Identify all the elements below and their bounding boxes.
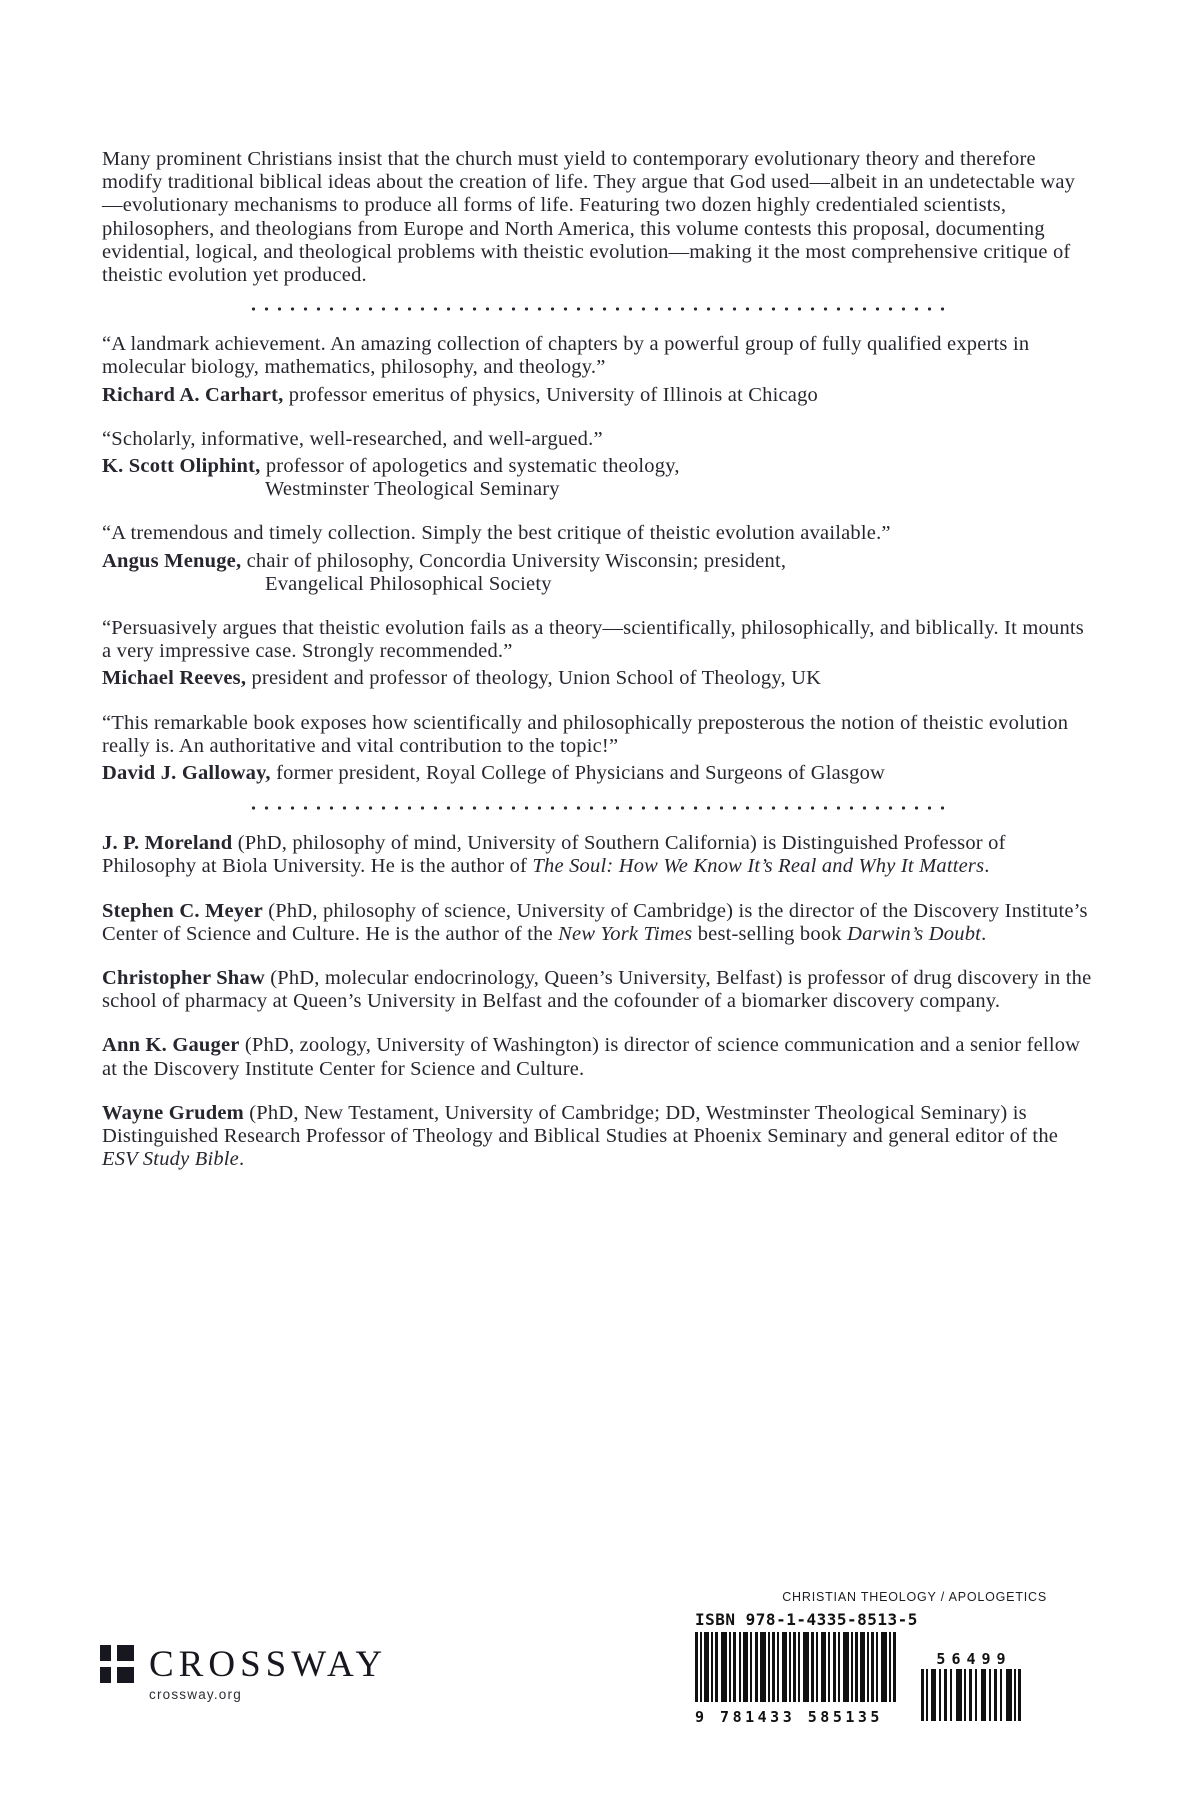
endorser-role: professor of apologetics and systematic theology, [260, 455, 680, 478]
bio-text-segment: best-selling book [692, 922, 848, 945]
quote-attribution [102, 384, 1092, 407]
dotted-separator [247, 307, 947, 311]
main-barcode-wrap [695, 1632, 900, 1726]
crossway-logo-icon [100, 1645, 134, 1683]
endorsement-quote [102, 712, 1092, 786]
author-bio [102, 967, 1092, 1013]
endorser-affiliation-line2: Westminster Theological Seminary [265, 478, 560, 501]
endorsement-quote [102, 617, 1092, 691]
bio-text-segment: Stephen C. Meyer [102, 899, 263, 922]
publisher-website: crossway.org [149, 1687, 242, 1702]
bio-text-segment: . [238, 1148, 245, 1171]
dotted-separator [247, 806, 947, 810]
logo-square [100, 1667, 111, 1683]
bio-text-segment: New York Times [558, 922, 693, 945]
endorser-name: Richard A. Carhart, [102, 383, 284, 406]
publisher-logo-row [100, 1645, 387, 1683]
endorser-role: professor emeritus of physics, University of Illinois at Chicago [283, 383, 818, 406]
bio-text-segment: (PhD, philosophy of science, University of Cambridge) is the director of the Discovery Institute’s Center of Science and Culture. He is the author of the [102, 899, 1088, 945]
barcodes-row [695, 1632, 1047, 1726]
bio-text-segment: ESV Study Bible [102, 1148, 239, 1171]
bio-text-segment: . [981, 922, 987, 945]
endorser-name: Michael Reeves, [102, 667, 247, 690]
bio-text-segment: Darwin’s Doubt [847, 922, 982, 945]
endorsements-section [102, 333, 1092, 785]
bio-text-segment: (PhD, philosophy of mind, University of Southern California) is Distinguished Professor of Philosophy at Biola University. He is the author of [102, 832, 1006, 878]
endorsement-quote [102, 522, 1092, 596]
publisher-block [100, 1645, 387, 1702]
bio-text-segment: (PhD, molecular endocrinology, Queen’s University, Belfast) is professor of drug discovery in the school of pharmacy at Queen’s University in Belfast and the cofounder of a biomarker discovery company. [102, 967, 1092, 1013]
endorsement-quote [102, 333, 1092, 407]
endorser-affiliation-line2: Evangelical Philosophical Society [265, 572, 552, 595]
quote-attribution [102, 550, 1092, 573]
endorser-role: president and professor of theology, Union School of Theology, UK [246, 667, 822, 690]
supplement-barcode-wrap [916, 1650, 1026, 1726]
bio-text-segment: Christopher Shaw [102, 967, 265, 990]
quote-attribution [102, 455, 1092, 478]
ean13-barcode-icon [695, 1632, 900, 1702]
bio-text-segment: (PhD, zoology, University of Washington) is director of science communication and a senior fellow at the Discovery Institute Center for Science and Culture. [102, 1034, 1081, 1080]
book-description: Many prominent Christians insist that the church must yield to contemporary evolutionary theory and therefore modify traditional biblical ideas about the creation of life. They argue that God used—albeit in an undetectable way—evolutionary mechanisms to produce all forms of life. Featuring two dozen highly credentialed scientists, philosophers, and theologians from Europe and North America, this volume contests this proposal, documenting evidential, logical, and theological problems with theistic evolution—making it the most comprehensive critique of theistic evolution yet produced. [102, 148, 1076, 287]
endorser-name: David J. Galloway, [102, 762, 271, 785]
author-bio [102, 1102, 1092, 1172]
quote-text: “This remarkable book exposes how scientifically and philosophically preposterous the notion of theistic evolution really is. An authoritative and vital contribution to the topic!” [102, 711, 1069, 757]
quote-text: “A landmark achievement. An amazing collection of chapters by a powerful group of fully qualified experts in molecular biology, mathematics, philosophy, and theology.” [102, 333, 1030, 379]
bio-text-segment: . [984, 855, 990, 878]
endorser-name: Angus Menuge, [102, 549, 242, 572]
isbn-block [695, 1590, 1047, 1726]
bio-text-segment: Ann K. Gauger [102, 1034, 240, 1057]
bio-text-segment: (PhD, New Testament, University of Cambridge; DD, Westminster Theological Seminary) is Distinguished Research Professor of Theology and Biblical Studies at Phoenix Seminary and general editor of the [102, 1101, 1059, 1148]
publisher-name: CROSSWAY [149, 1643, 388, 1685]
price-supplement-barcode-icon [921, 1669, 1021, 1721]
quote-text: “Scholarly, informative, well-researched, and well-argued.” [102, 427, 603, 450]
price-code: 56499 [936, 1650, 1012, 1668]
endorser-name: K. Scott Oliphint, [102, 455, 261, 478]
logo-square [100, 1645, 111, 1661]
author-bio [102, 832, 1092, 878]
author-bio [102, 900, 1092, 946]
endorsement-quote [102, 428, 1092, 502]
logo-square [117, 1645, 134, 1661]
bio-text-segment: The Soul: How We Know It’s Real and Why It Matters [532, 855, 985, 878]
author-bio [102, 1034, 1092, 1080]
quote-attribution [102, 762, 1092, 785]
category-label: CHRISTIAN THEOLOGY / APOLOGETICS [782, 1590, 1047, 1604]
barcode-digits: 9 781433 585135 [695, 1708, 883, 1726]
quote-attribution [102, 667, 1092, 690]
bio-text-segment: Wayne Grudem [102, 1101, 244, 1124]
quote-text: “Persuasively argues that theistic evolution fails as a theory—scientifically, philosophically, and biblically. It mounts a very impressive case. Strongly recommended.” [102, 617, 1084, 663]
endorser-role: former president, Royal College of Physicians and Surgeons of Glasgow [270, 762, 886, 785]
isbn-label: ISBN 978-1-4335-8513-5 [695, 1610, 918, 1629]
bio-text-segment: J. P. Moreland [102, 832, 233, 855]
quote-text: “A tremendous and timely collection. Simply the best critique of theistic evolution available.” [102, 522, 891, 545]
logo-square [117, 1667, 134, 1683]
endorser-role: chair of philosophy, Concordia University Wisconsin; president, [241, 549, 787, 572]
author-bios-section [102, 832, 1092, 1171]
